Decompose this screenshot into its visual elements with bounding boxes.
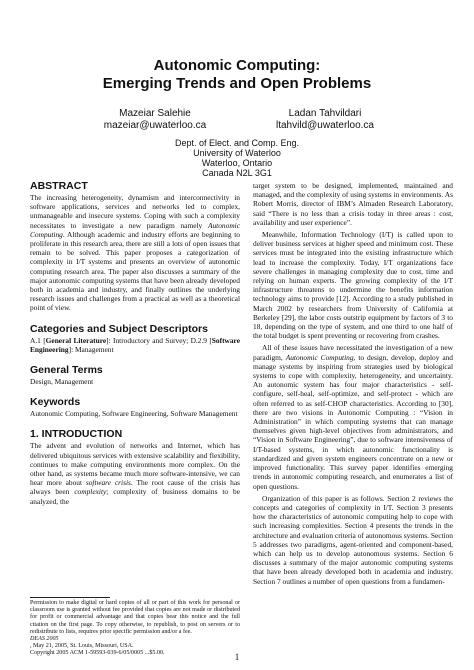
- abstract-text-part-2: . Although academic and industry efforts are beginning to proliferate in this research area, there are still a lots of open issues that remain to be solved. This paper proposes a categorization of complexity in I/T systems and presents an overview of autonomic computing research area. The paper also discusses a summary of the major autonomic computing systems that have been already developed both in academia and industry, and finally outlines the underlying research issues and challenges from a practical as well as a theoretical point of view.: [30, 229, 240, 313]
- copyright-footnote: [30, 600, 240, 658]
- introduction-heading: 1. INTRODUCTION: [30, 428, 123, 441]
- abstract-text: [30, 193, 240, 313]
- intro-text-part-1: The advent and evolution of networks and Internet, which has delivered ubiquitous services with extensive scalability and flexibility, continues to make computing environments more complex. On the other hand, as systems became much more software-intensive, we can hear more about: [30, 441, 240, 488]
- paper-title-line-1: Autonomic Computing:: [153, 57, 321, 74]
- affiliation-line-1: Dept. of Elect. and Comp. Eng.: [174, 138, 300, 148]
- intro-text-part-3: ; complexity of business domains to be analyzed, the: [30, 487, 240, 506]
- intro-text-part-2: . The root cause of the crisis has always been: [30, 478, 240, 497]
- venue-name: DEAS 2005: [30, 636, 59, 643]
- abstract-heading: ABSTRACT: [30, 180, 88, 192]
- introduction-text: [30, 441, 240, 505]
- general-terms-heading: General Terms: [30, 364, 103, 377]
- right-paragraph-4: Organization of this paper is as follows. Section 2 reviews the concepts and categories of complexity in I/T. Section 3 presents how the characteristics of autonomic computing help to cope with such increasing complexities. Section 4 presents the trends in the architecture and evaluation criteria of autonomous systems. Section 5 addresses two paradigms, agent-oriented and component-based, which can help us to develop autonomous systems. Section 6 discusses a summary of the major autonomic computing systems that have been already developed both in academia and industry. Section 7 outlines a number of open questions from a fundamen-: [253, 493, 453, 586]
- author-1-name: Mazeiar Salehie: [119, 108, 191, 119]
- footnote-rule: [30, 597, 110, 598]
- venue-details: , May 21, 2005, St. Louis, Missouri, USA.: [30, 643, 134, 650]
- paper-title-line-2: Emerging Trends and Open Problems: [102, 75, 372, 92]
- author-2-name: Ladan Tahvildari: [288, 108, 362, 119]
- abstract-text-part-1: The increasing heterogeneity, dynamism and interconnectivity in software applications, services and networks led to complex, unmanageable and insecure systems. Coping with such a complexity necessitates to investigate a new paradigm namely: [30, 193, 240, 230]
- categories-text-1c: ]: Introductory and Survey; D.2.9: [106, 335, 207, 345]
- general-terms-text: Design, Management: [30, 377, 94, 387]
- categories-heading: Categories and Subject Descriptors: [30, 322, 208, 335]
- affiliation-line-3: Waterloo, Ontario: [201, 158, 273, 168]
- venue-line: [30, 636, 240, 650]
- abstract-term-italic: Autonomic Computing: [30, 220, 240, 239]
- right-p3-term-italic: Autonomic Computing: [285, 352, 354, 362]
- categories-term-2: Software Engineering: [30, 335, 240, 354]
- right-paragraph-3: [253, 343, 453, 490]
- right-paragraph-2: Meanwhile, Information Technology (I/T) is called upon to deliver business services at higher speed and minimum cost. These services must be integrated into the existing infrastructure which lead to increase the complexity. Today, I/T organizations face severe challenges in managing complexity due to cost, time and relying on human experts. The growing complexity of the I/T infrastructure threatens to undermine the benefits information technology aims to provide [12]. According to a study published in March 2002 by researchers from University of California at Berkeley [29], the labor costs outstrip equipment by factors of 3 to 18, depending on the type of system, and one third to one half of the total budget is spent preventing or recovering from crashes.: [253, 230, 453, 341]
- author-2: [260, 108, 390, 132]
- copyright-line: Copyright 2005 ACM 1-59593-039-6/05/0005 ...$5.00.: [30, 650, 165, 657]
- intro-term-complexity: complexity: [74, 487, 107, 497]
- categories-text-1a: A.1 [: [30, 335, 46, 345]
- intro-term-software-crisis: software crisis: [85, 478, 131, 488]
- right-column: [253, 181, 453, 586]
- keywords-heading: Keywords: [30, 396, 81, 409]
- categories-term-1: General Literature: [45, 335, 107, 345]
- permission-notice: Permission to make digital or hard copies of all or part of this work for personal or classroom use is granted without fee provided that copies are not made or distributed for profit or commercial advantage and that copies bear this notice and the full citation on the first page. To copy otherwise, to republish, to post on servers or to redistribute to lists, requires prior specific permission and/or a fee.: [30, 600, 240, 635]
- author-1: [90, 108, 220, 132]
- categories-text-2a: [: [209, 335, 212, 345]
- affiliation-line-4: Canada N2L 3G1: [202, 168, 272, 178]
- affiliation: [150, 138, 324, 178]
- page-number: 1: [234, 652, 240, 662]
- right-paragraph-1: target system to be designed, implemented, maintained and managed, and the complexity of using systems in environments. As Robert Morris, director of IBM’s Almaden Research Laboratory, said “There is no less than a crisis today in three areas : cost, availability and user experience”.: [253, 181, 453, 227]
- author-1-email: mazeiar@uwaterloo.ca: [103, 120, 207, 131]
- keywords-text: Autonomic Computing, Software Engineering, Software Management: [30, 409, 238, 419]
- left-column: [30, 180, 240, 506]
- right-p3-part-1: All of these issues have necessitated the investigation of a new paradigm,: [253, 343, 453, 362]
- right-p3-part-2: , to design, develop, deploy and manage systems by inspiring from strategies used by biological systems to cope with complexity, heterogeneity, and uncertainty. An autonomic system has four major characteristics - self-configure, self-heal, self-optimize, and self-protect - which are often referred to as self-CHOP characteristics. According to [30], there are two visions in Autonomic Computing : “Vision in Administration” in which computing systems that can manage themselves given high-level objectives from administrators, and “Vision in Software Engineering”, due to software intensiveness of I/T-based systems, in which autonomic functionality is standardized and given system engineers concentrate on a new or improved functionality. This survey paper identifies emerging trends in autonomic computing research, and enumerates a list of open questions.: [253, 352, 453, 491]
- affiliation-line-2: University of Waterloo: [193, 148, 281, 158]
- author-2-email: ltahvild@uwaterloo.ca: [276, 120, 374, 131]
- categories-text-2c: ]: Management: [68, 344, 114, 354]
- categories-text: [30, 336, 240, 354]
